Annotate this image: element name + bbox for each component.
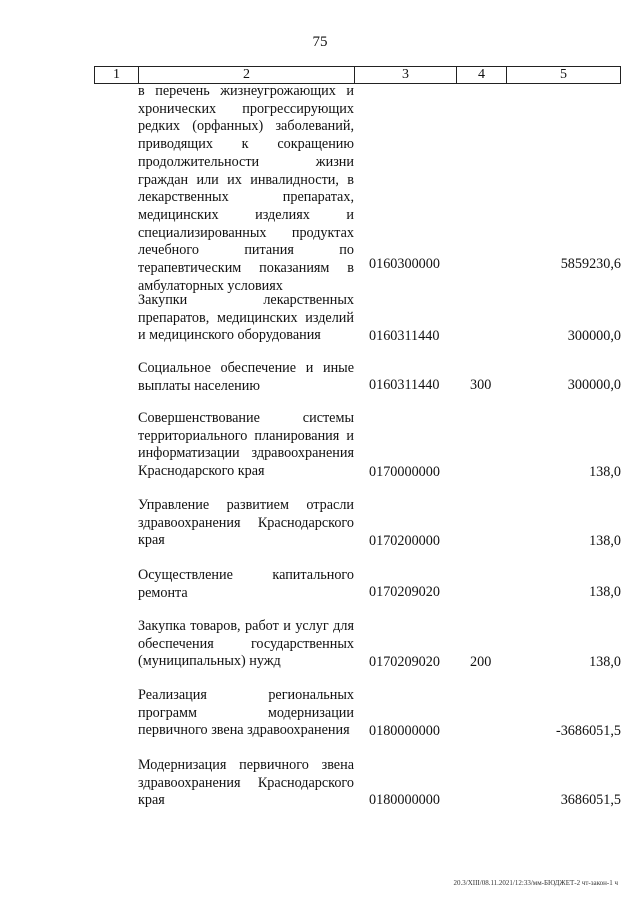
row-sum: 138,0 [589,654,621,670]
row-code: 0170000000 [369,464,440,480]
row-type: 200 [470,654,492,670]
row-description: Управление развитием отрасли здравоохранения Краснодарского края [138,497,354,549]
row-description: Модернизация первичного звена здравоохранения Краснодарского края [138,757,354,809]
row-code: 0170200000 [369,533,440,549]
row-description: Закупки лекарственных препаратов, медицинских изделий и медицинского оборудования [138,292,354,344]
header-col-4: 4 [457,67,507,83]
header-col-5: 5 [560,67,567,82]
header-col-2: 2 [139,67,355,83]
page-number: 75 [312,34,328,50]
row-sum: 5859230,6 [560,256,621,272]
row-code: 0160300000 [369,256,440,272]
table-header [94,66,621,84]
row-code: 0170209020 [369,654,440,670]
row-description: Осуществление капитального ремонта [138,567,354,601]
row-sum: 138,0 [589,464,621,480]
row-code: 0170209020 [369,584,440,600]
row-sum: 138,0 [589,533,621,549]
footer-reference: 20.3/XIII/08.11.2021/12:33/мм-БЮДЖЕТ-2 чт-закон-1 ч [453,879,618,887]
row-code: 0160311440 [369,377,440,393]
header-col-3: 3 [355,67,457,83]
row-code: 0160311440 [369,328,440,344]
row-description: Закупка товаров, работ и услуг для обеспечения государственных (муниципальных) нужд [138,618,354,670]
row-code: 0180000000 [369,792,440,808]
row-sum: 300000,0 [567,328,621,344]
row-sum: 3686051,5 [560,792,621,808]
row-sum: 138,0 [589,584,621,600]
row-description: Реализация региональных программ модернизации первичного звена здравоохранения [138,687,354,739]
row-sum: -3686051,5 [555,723,621,739]
row-description: Совершенствование системы территориального планирования и информатизации здравоохранения Краснодарского края [138,410,354,480]
row-description: в перечень жизнеугрожающих и хронических прогрессирующих редких (орфанных) заболеваний, приводящих к сокращению продолжительности жизни граждан или их инвалидности, в лекарственных препаратах, медицинских изделиях и специализированных продуктах лечебного питания по терапевтическим показаниям в амбулаторных условиях [138,83,354,294]
row-type: 300 [470,377,492,393]
row-sum: 300000,0 [567,377,621,393]
row-description: Социальное обеспечение и иные выплаты населению [138,360,354,394]
header-col-1: 1 [95,67,139,83]
row-code: 0180000000 [369,723,440,739]
